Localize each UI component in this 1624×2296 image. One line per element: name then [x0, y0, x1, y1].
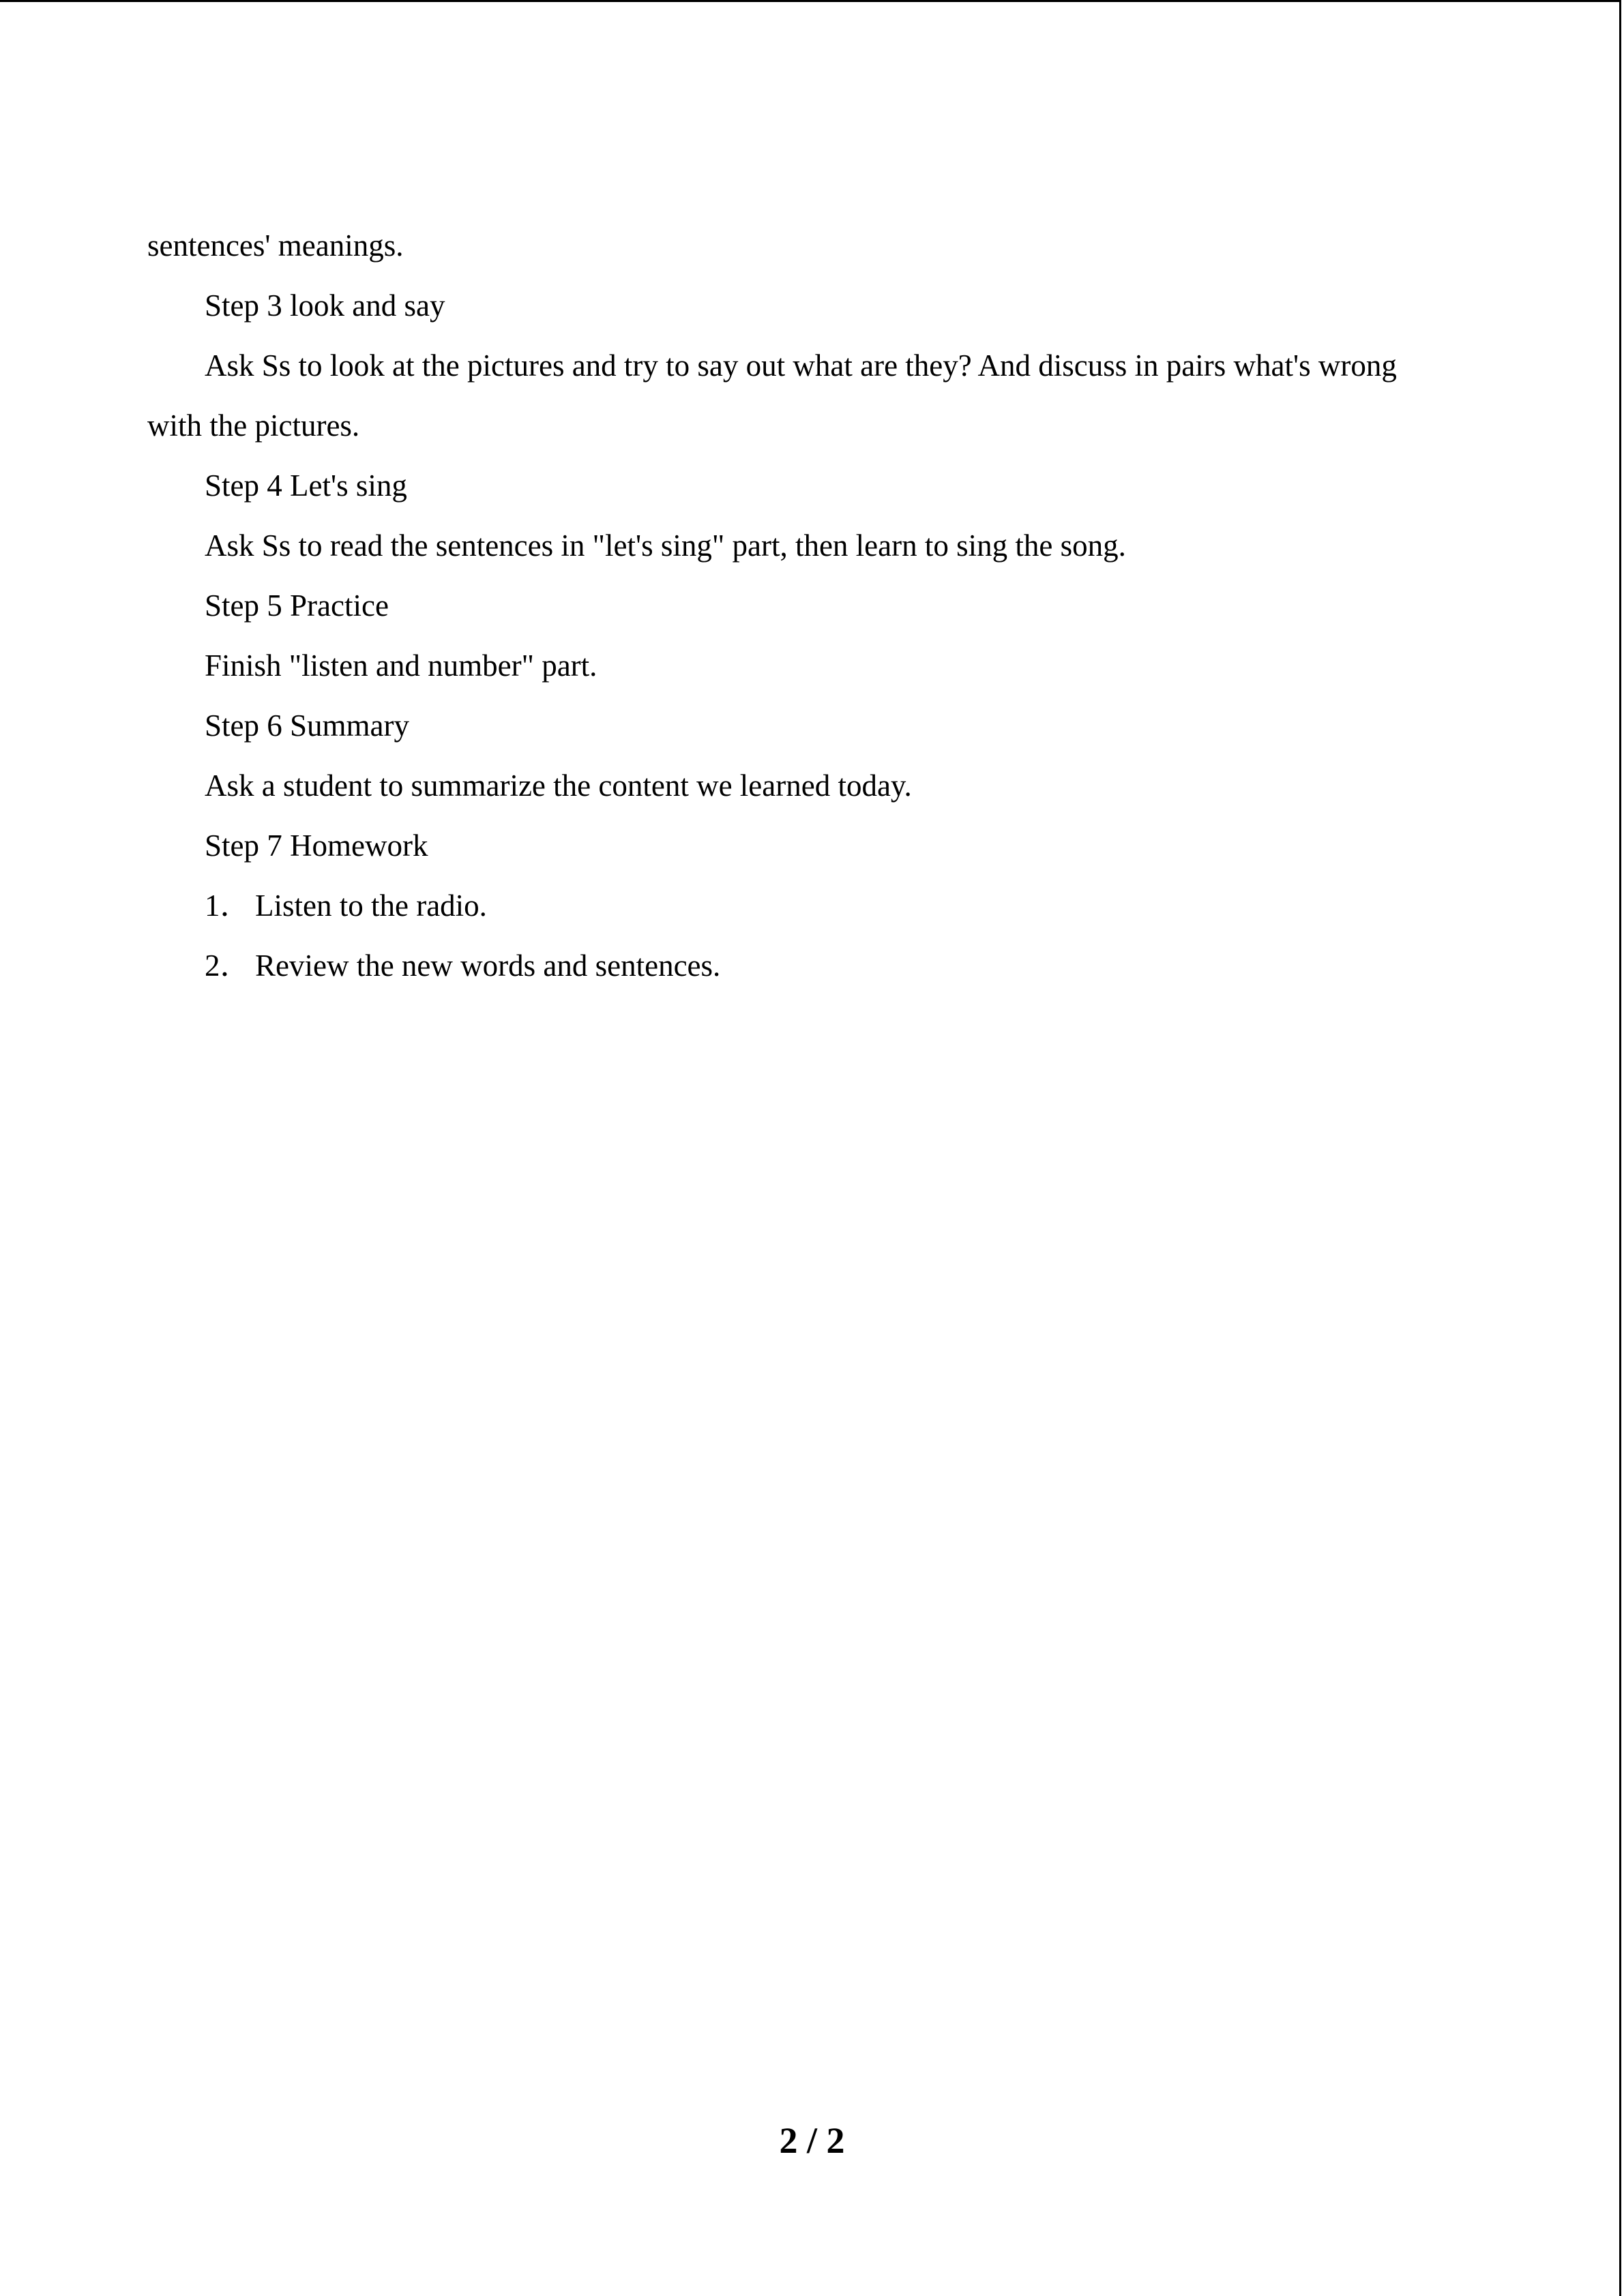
- homework-item-text: Review the new words and sentences.: [255, 949, 721, 983]
- paragraph-continuation: sentences' meanings.: [147, 228, 404, 263]
- step-7-heading: Step 7 Homework: [205, 829, 428, 863]
- step-3-instruction-continued: with the pictures.: [147, 408, 360, 443]
- homework-item-text: Listen to the radio.: [255, 889, 487, 923]
- homework-item: [147, 876, 1484, 936]
- step-3-heading: Step 3 look and say: [205, 288, 445, 323]
- step-3-instruction: Ask Ss to look at the pictures and try to say out what are they? And discuss in pairs what's wrong: [205, 348, 1397, 383]
- homework-item-number: 2．: [205, 949, 251, 983]
- homework-item-number: 1．: [205, 889, 251, 923]
- step-4-instruction: Ask Ss to read the sentences in "let's sing" part, then learn to sing the song.: [205, 528, 1126, 563]
- step-6-heading: Step 6 Summary: [205, 709, 409, 743]
- step-5-heading: Step 5 Practice: [205, 588, 389, 623]
- step-4-heading: Step 4 Let's sing: [205, 468, 407, 503]
- step-6-instruction: Ask a student to summarize the content we learned today.: [205, 769, 912, 803]
- document-body: [147, 215, 1484, 996]
- step-5-instruction: Finish "listen and number" part.: [205, 648, 597, 683]
- page-number: 2 / 2: [779, 2120, 845, 2161]
- homework-item: [147, 936, 1484, 996]
